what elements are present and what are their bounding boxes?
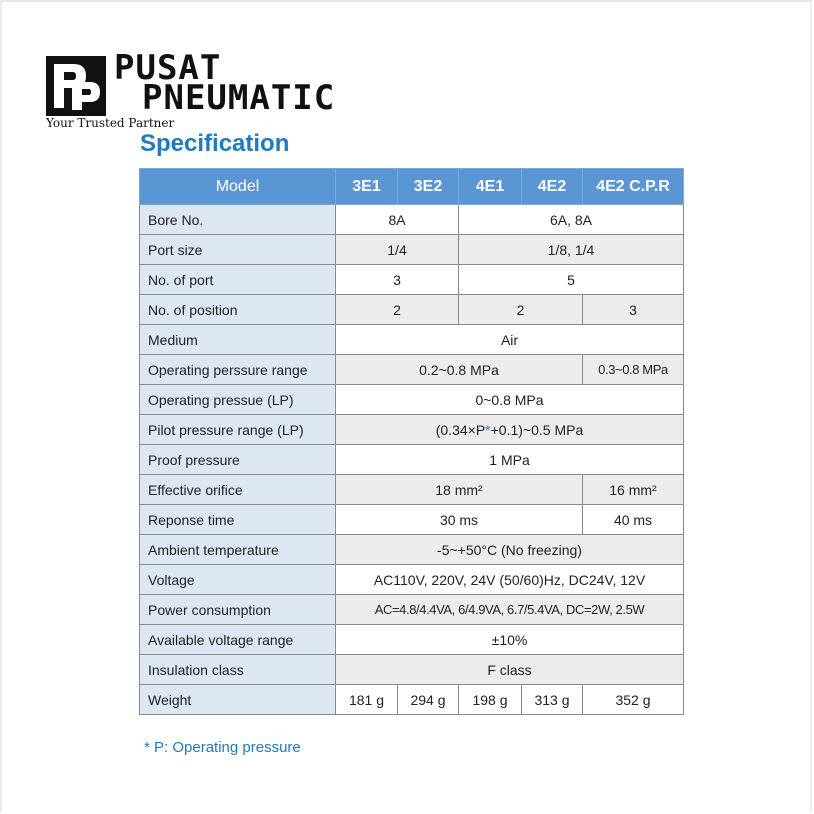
row-label: Reponse time xyxy=(140,505,336,535)
row-label: Weight xyxy=(140,685,336,715)
header-3e2: 3E2 xyxy=(398,169,459,205)
cell-value: ±10% xyxy=(336,625,684,655)
row-label: Port size xyxy=(140,235,336,265)
row-label: Power consumption xyxy=(140,595,336,625)
cell-value: 8A xyxy=(336,205,459,235)
row-label: Operating pressue (LP) xyxy=(140,385,336,415)
table-row xyxy=(140,385,684,415)
cell-value: 0.2~0.8 MPa xyxy=(336,355,583,385)
cell-value: 352 g xyxy=(583,685,684,715)
cell-value: 3 xyxy=(336,265,459,295)
table-row xyxy=(140,565,684,595)
row-label: Available voltage range xyxy=(140,625,336,655)
header-3e1: 3E1 xyxy=(336,169,398,205)
table-row xyxy=(140,235,684,265)
row-label: Ambient temperature xyxy=(140,535,336,565)
table-row xyxy=(140,505,684,535)
header-4e2: 4E2 xyxy=(522,169,583,205)
cell-value: 0~0.8 MPa xyxy=(336,385,684,415)
cell-value: 18 mm² xyxy=(336,475,583,505)
cell-value: 198 g xyxy=(459,685,522,715)
row-label: Voltage xyxy=(140,565,336,595)
table-row xyxy=(140,625,684,655)
header-4e2-cpr: 4E2 C.P.R xyxy=(583,169,684,205)
cell-value: 1/4 xyxy=(336,235,459,265)
table-row xyxy=(140,595,684,625)
table-row xyxy=(140,355,684,385)
cell-value: 1 MPa xyxy=(336,445,684,475)
logo-mark-icon xyxy=(46,56,106,116)
header-model: Model xyxy=(140,169,336,205)
row-label: Bore No. xyxy=(140,205,336,235)
table-row xyxy=(140,265,684,295)
row-label: Pilot pressure range (LP) xyxy=(140,415,336,445)
cell-value: 16 mm² xyxy=(583,475,684,505)
cell-value: AC110V, 220V, 24V (50/60)Hz, DC24V, 12V xyxy=(336,565,684,595)
pilot-formula-start: (0.34×P xyxy=(435,421,486,438)
cell-value: Air xyxy=(336,325,684,355)
header-4e1: 4E1 xyxy=(459,169,522,205)
row-label: No. of port xyxy=(140,265,336,295)
cell-value: 3 xyxy=(583,295,684,325)
cell-value: 6A, 8A xyxy=(459,205,684,235)
cell-value: 2 xyxy=(336,295,459,325)
cell-value: 2 xyxy=(459,295,583,325)
cell-value: -5~+50°C (No freezing) xyxy=(336,535,684,565)
table-row xyxy=(140,205,684,235)
cell-value: 181 g xyxy=(336,685,398,715)
table-row xyxy=(140,415,684,445)
logo-text-line2: PNEUMATIC xyxy=(142,78,336,118)
footnote: * P: Operating pressure xyxy=(144,739,301,756)
table-row xyxy=(140,295,684,325)
row-label: No. of position xyxy=(140,295,336,325)
table-header-row xyxy=(140,169,684,205)
cell-value: 40 ms xyxy=(583,505,684,535)
specification-table xyxy=(139,168,684,715)
row-label: Insulation class xyxy=(140,655,336,685)
cell-value: 5 xyxy=(459,265,684,295)
cell-value xyxy=(336,415,684,445)
cell-value: 294 g xyxy=(398,685,459,715)
table-row xyxy=(140,535,684,565)
row-label: Effective orifice xyxy=(140,475,336,505)
table-row xyxy=(140,445,684,475)
table-row xyxy=(140,685,684,715)
page-title: Specification xyxy=(140,130,290,157)
table-row xyxy=(140,325,684,355)
company-logo xyxy=(46,48,386,130)
pilot-formula-end: +0.1)~0.5 MPa xyxy=(490,421,584,438)
row-label: Operating perssure range xyxy=(140,355,336,385)
table-row xyxy=(140,655,684,685)
logo-tagline: Your Trusted Partner xyxy=(46,116,175,130)
cell-value: AC=4.8/4.4VA, 6/4.9VA, 6.7/5.4VA, DC=2W, 2.5W xyxy=(336,595,684,625)
cell-value: 1/8, 1/4 xyxy=(459,235,684,265)
footnote-marker: * xyxy=(485,421,491,438)
logo-text-line1: PUSAT xyxy=(114,48,222,88)
cell-value: 30 ms xyxy=(336,505,583,535)
cell-value: F class xyxy=(336,655,684,685)
cell-value: 313 g xyxy=(522,685,583,715)
cell-value: 0.3~0.8 MPa xyxy=(583,355,684,385)
table-row xyxy=(140,475,684,505)
row-label: Proof pressure xyxy=(140,445,336,475)
row-label: Medium xyxy=(140,325,336,355)
